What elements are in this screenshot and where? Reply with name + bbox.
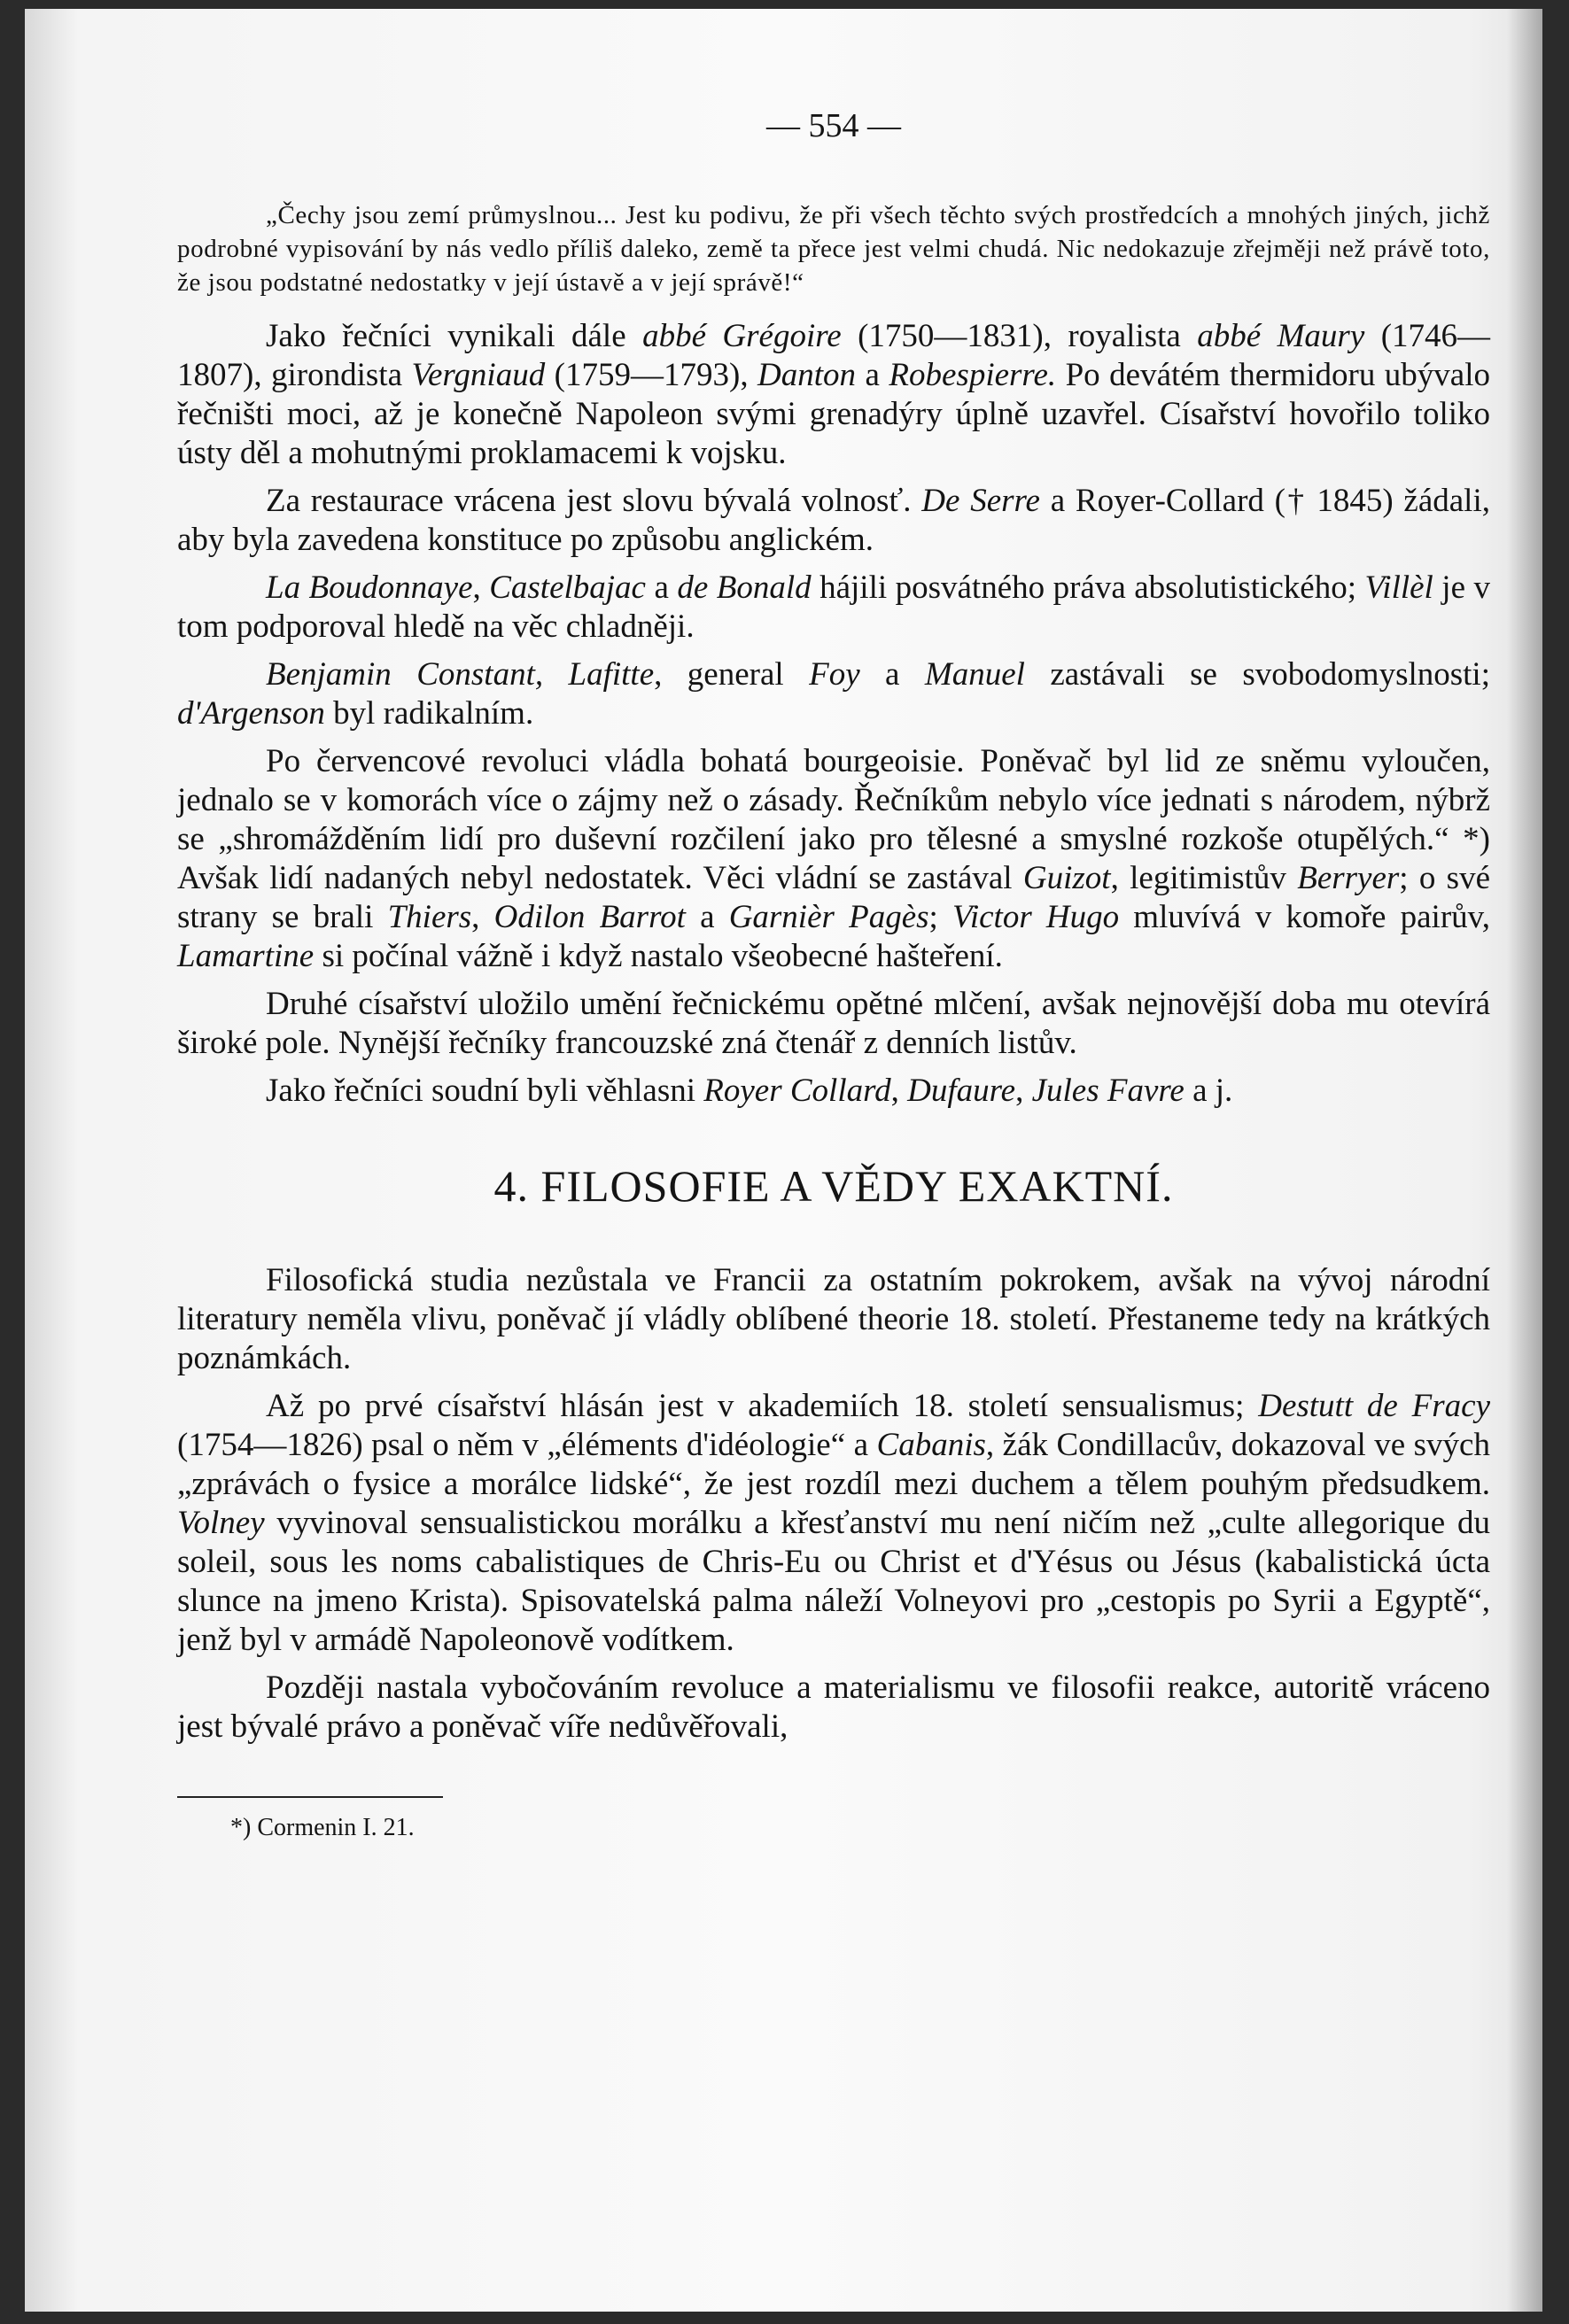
paragraph-orators-revolution: Jako řečníci vynikali dále abbé Grégoire (1750—1831), royalista abbé Maury (1746—1807), girondista Vergniaud (1759—1793), Danton a Robespierre. Po devátém thermidoru ubývalo řečništi moci, až je konečně Napoleon svými grenadýry úplně uzavřel. Císařství hovořilo toliko ústy děl a mohutnými proklamacemi k vojsku. xyxy=(177,318,1491,471)
paragraph-july-revolution: Po červencové revoluci vládla bohatá bourgeoisie. Poněvač byl lid ze sněmu vyloučen, jednalo se v komorách více o zájmy než o zásady. Řečníkům nebylo více jednati s národem, nýbrž se „shromážděním lidí pro duševní rozčilení jako pro tělesné a smyslné rozkoše otupělých.“ *) Avšak lidí nadaných nebyl nedostatek. Věci vládní se zastával Guizot, legitimistův Berryer; o své strany se brali Thiers, Odilon Barrot a Garnièr Pagès; Victor Hugo mluvívá v komoře pairův, Lamartine si počínal vážně i když nastalo všeobecné hašteření. xyxy=(177,743,1491,974)
paragraph-restoration: Za restaurace vrácena jest slovu bývalá volnosť. De Serre a Royer-Collard († 1845) žádali, aby byla zavedena konstituce po způsobu anglickém. xyxy=(177,483,1490,558)
paragraph-philosophy-intro: Filosofická studia nezůstala ve Francii za ostatním pokrokem, avšak na vývoj národní literatury neměla vlivu, poněvač jí vládly oblíbené theorie 18. století. Přestaneme tedy na krátkých poznámkách. xyxy=(177,1262,1490,1376)
footnote: *) Cormenin I. 21. xyxy=(230,1814,415,1841)
paragraph-sensualism: Až po prvé císařství hlásán jest v akademiích 18. století sensualismus; Destutt de Fracy (1754—1826) psal o něm v „éléments d'idéologie“ a Cabanis, žák Condillacův, dokazoval ve svých „zprávách o fysice a morálce lidské“, že jest rozdíl mezi duchem a tělem pouhým předsudkem. Volney vyvinoval sensualistickou morálku a křesťanství mu není ničím než „culte allegorique du soleil, sous les noms cabalistiques de Chris-Eu ou Christ et d'Yésus ou Jésus (kabalistická úcta slunce na jmeno Krista). Spisovatelská palma náleží Volneyovi pro „cestopis po Syrii a Egyptě“, jenž byl v armádě Napoleonově vodítkem. xyxy=(177,1388,1490,1658)
footnote-divider xyxy=(177,1796,443,1798)
section-heading: 4. FILOSOFIE A VĚDY EXAKTNÍ. xyxy=(493,1161,1174,1211)
scan-shadow xyxy=(1507,9,1542,2312)
quote-paragraph: „Čechy jsou zemí průmyslnou... Jest ku podivu, že při všech těchto svých prostředcích a mnohých jiných, jichž podrobné vypisování by nás vedlo příliš daleko, země ta přece jest velmi chudá. Nic nedokazuje zřejměji než právě toto, že jsou podstatné nedostatky v její ústavě a v její správě!“ xyxy=(177,201,1490,297)
paragraph-second-empire: Druhé císařství uložilo umění řečnickému opětné mlčení, avšak nejnovější doba mu otevírá široké pole. Nynější řečníky francouzské zná čtenář z denních listův. xyxy=(177,986,1490,1061)
page-number: — 554 — xyxy=(766,107,901,144)
page-content xyxy=(177,106,1490,1842)
paragraph-court-orators: Jako řečníci soudní byli věhlasni Royer Collard, Dufaure, Jules Favre a j. xyxy=(266,1073,1233,1109)
paragraph-absolutists: La Boudonnaye, Castelbajac a de Bonald hájili posvátného práva absolutistického; Villèl je v tom podporoval hledě na věc chladněji. xyxy=(177,569,1490,645)
paragraph-liberals: Benjamin Constant, Lafitte, general Foy a Manuel zastávali se svobodomyslnosti; d'Argenson byl radikalním. xyxy=(177,656,1490,732)
paragraph-reaction: Později nastala vybočováním revoluce a materialismu ve filosofii reakce, autoritě vráceno jest bývalé právo a poněvač víře nedůvěřovali, xyxy=(177,1669,1490,1745)
book-page xyxy=(25,9,1542,2312)
